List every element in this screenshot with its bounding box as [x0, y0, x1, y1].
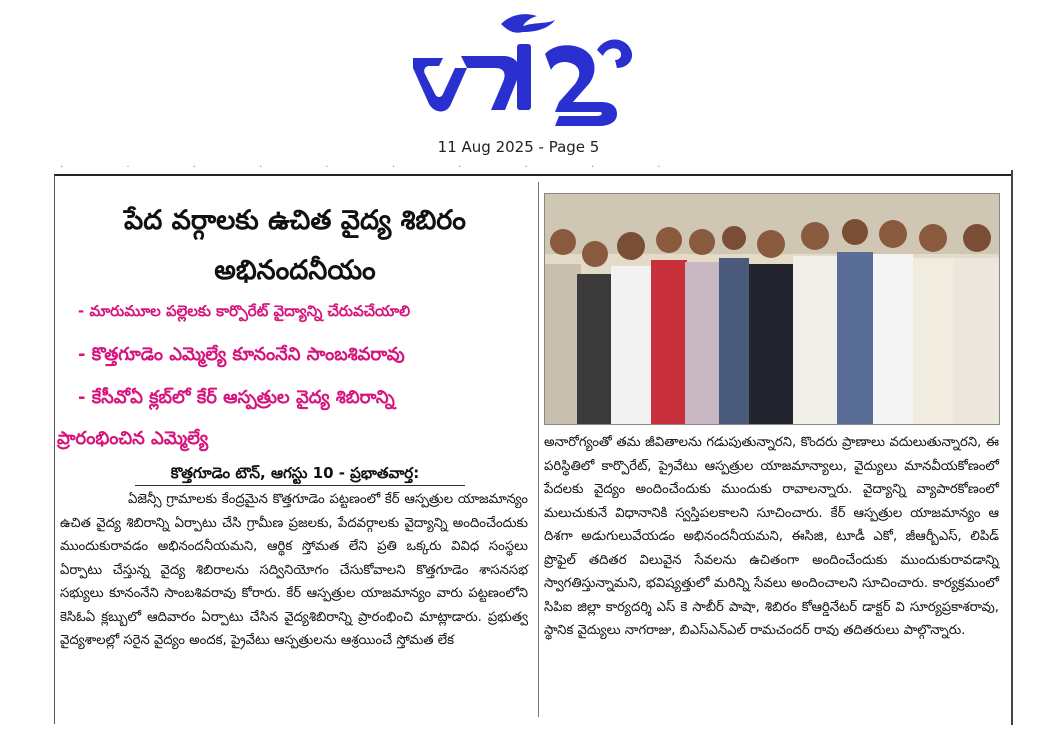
column-divider [538, 182, 539, 717]
article-body-left: ఏజెన్సీ గ్రామాలకు కేంద్రమైన కొత్తగూడెం పట్టణంలో కేర్ ఆస్పత్రుల యాజమాన్యం ఉచిత వైద్య శిబిరాన్ని ఏర్పాటు చేసి గ్రామీణ ప్రజలకు, పేదవర్గాలకు వైద్యాన్ని అందించేందుకు ముందుకురావడం అభినందనీయమని, ఆర్థిక స్తోమత లేని ప్రతి ఒక్కరు వివిధ సంస్థలు ఏర్పాటు చేస్తున్న వైద్య శిబిరాలను సద్వినియోగం చేసుకోవాలని కొత్తగూడెం శాసనసభ సభ్యులు కూనంనేని సాంబశివరావు కోరారు. కేర్ ఆస్పత్రుల యాజమాన్యం వారు పట్టణంలోని కెసిఓఏ క్లబ్బులో ఆదివారం ఏర్పాటు చేసిన వైద్యశిబిరాన్ని ప్రారంభించి మాట్లాడారు. ప్రభుత్వ వైద్యశాలల్లో సరైన వైద్యం అందక, ప్రైవేటు ఆస్పత్రులను ఆశ్రయించే స్తోమత లేక [60, 492, 528, 648]
headline-line-2: అభినందనీయం [214, 255, 376, 286]
subheading-bullets [78, 290, 528, 419]
dateline-underline [135, 485, 465, 486]
headline-line-1: పేద వర్గాలకు ఉచిత వైద్య శిబిరం [124, 205, 466, 236]
bird-logo-icon [501, 14, 555, 33]
group-photo-icon [545, 194, 999, 424]
bullet-item: - కొత్తగూడెం ఎమ్మెల్యే కూనంనేని సాంబశివరావు [78, 344, 405, 365]
masthead [0, 0, 1037, 165]
bullet-item: - కేసీవోఏ క్లబ్‌లో కేర్ ఆస్పత్రుల వైద్య శిబిరాన్ని [78, 387, 395, 408]
bullet-item: - మారుమూల పల్లెలకు కార్పొరేట్ వైద్యాన్ని చేరువచేయాలి [78, 302, 411, 320]
article-headline [60, 196, 530, 296]
article-photo [544, 193, 1000, 425]
newspaper-logo [405, 6, 640, 128]
bullet-continuation: ప్రారంభించిన ఎమ్మెల్యే [57, 428, 209, 449]
edition-date-line: 11 Aug 2025 - Page 5 [437, 138, 600, 156]
page-edge-rule [1011, 170, 1013, 725]
article-body-right: అనారోగ్యంతో తమ జీవితాలను గడుపుతున్నారని, కొందరు ప్రాణాలు వదులుతున్నారని, ఈ పరిస్థితిలో కార్పొరేట్, ప్రైవేటు ఆస్పత్రుల యాజమాన్యాలు, వైద్యులు మానవీయకోణంలో పేదలకు వైద్యం అందించేందుకు ముందుకు రావాలన్నారు. వైద్యాన్ని వ్యాపారకోణంలో మలుచుకునే విధానానికి స్వస్తిపలకాలని సూచించారు. కేర్ ఆస్పత్రుల యాజమాన్యం ఆ దిశగా అడుగులువేయడం అభినందనీయమని, ఈసిజి, టూడీ ఎకో, జీఆర్బీఎస్, లిపిడ్ ప్రొఫైల్ తదితర విలువైన సేవలను ఉచితంగా అందించేందుకు ముందుకురావడాన్ని స్వాగతిస్తున్నామని, భవిష్యత్తులో మరిన్ని సేవలు అందించాలని సూచించారు. కార్యక్రమంలో సిపిఐ జిల్లా కార్యదర్శి ఎస్ కె సాబీర్ పాషా, శిబిరం కోఆర్డినేటర్ డాక్టర్ వి సూర్యప్రకాశరావు, స్థానిక వైద్యులు నాగరాజు, బిఎస్ఎన్ఎల్ రామచందర్ రావు తదితరులు పాల్గొన్నారు. [544, 435, 999, 638]
cut-edge-text: · · · · · · · · · · [60, 162, 691, 173]
article-dateline: కొత్తగూడెం టౌన్, ఆగస్టు 10 - ప్రభాతవార్త: [170, 464, 420, 482]
